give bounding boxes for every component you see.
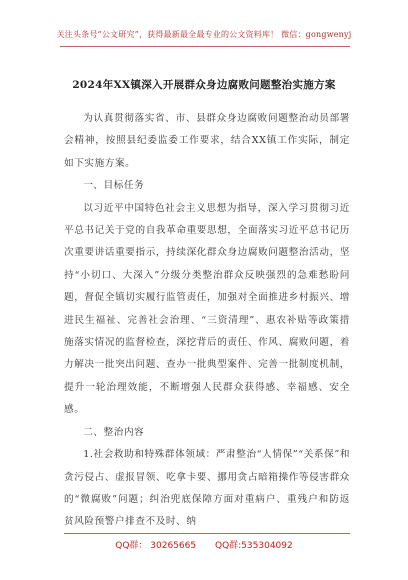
footer-qq-group-1: QQ群： 30265665	[115, 541, 197, 551]
goals-paragraph: 以习近平中国特色社会主义思想为指导，深入学习贯彻习近平总书记关于党的自我革命重要思想，全面落实习近平总书记历次重要讲话重要指示，持续深化群众身边腐败问题整治活动，坚持“小切口、大深入”分级分类整治群众反映强烈的急难愁盼问题，督促全镇切实履行监管责任，加强对全面推进乡村振兴、增进民生福祉、完善社会治理、“三资清理”、惠农补贴等政策措施落实情况的监督检查，深挖背后的责任、作风、腐败问题，着力解决一批突出问题、查办一批典型案件、完善一批制度机制，提升一轮治理效能，不断增强人民群众获得感、幸福感、安全感。	[64, 202, 350, 416]
header-divider	[60, 46, 350, 47]
footer-divider	[64, 533, 350, 534]
document-title: 2024年XX镇深入开展群众身边腐败问题整治实施方案	[72, 79, 336, 91]
content-item-1: 1.社会救助和特殊群体领域：严肃整治“人情保”“关系保”和贪污侵占、虚报冒领、吃拿卡要、挪用贪占暗箱操作等侵害群众的“微腐败”问题；纠治兜底保障方面对重病户、重残户和防返贫风险预警户排查不及时、纳	[64, 449, 351, 528]
header-banner: 关注头条号“公文研究”，获得最新最全最专业的公文资料库！ 微信：gongwenyj	[56, 30, 352, 39]
document-body	[64, 108, 350, 534]
footer	[0, 540, 408, 552]
section-heading-goals: 一、目标任务	[83, 180, 145, 192]
intro-paragraph: 为认真贯彻落实省、市、县群众身边腐败问题整治动员部署会精神，按照县纪委监委工作要求，结合XX镇工作实际，制定如下实施方案。	[64, 113, 350, 169]
section-heading-content: 二、整治内容	[83, 426, 145, 438]
footer-qq-group-2: QQ群:535304092	[214, 541, 293, 551]
